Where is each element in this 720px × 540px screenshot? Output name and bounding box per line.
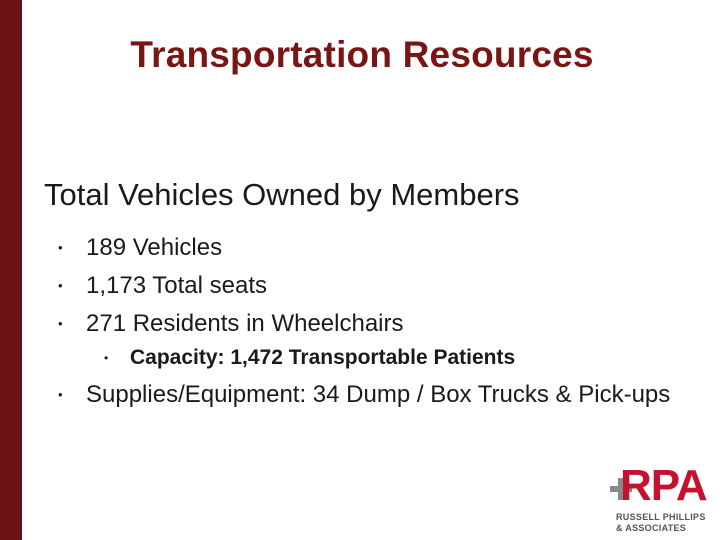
logo-line-2: & ASSOCIATES — [616, 523, 687, 533]
bullet-item-supplies — [58, 380, 678, 410]
logo-company-name — [616, 512, 706, 534]
bullet-text: 1,173 Total seats — [86, 272, 268, 299]
bullet-marker: • — [58, 240, 63, 255]
bullet-text: 271 Residents in Wheelchairs — [86, 310, 404, 337]
logo-letters: RPA — [620, 461, 707, 510]
sub-bullet-text: Capacity: 1,472 Transportable Patients — [130, 346, 516, 369]
bullet-marker: • — [58, 387, 63, 402]
bullet-marker: • — [104, 351, 109, 365]
bullet-text: Supplies/Equipment: 34 Dump / Box Trucks & Pick-ups — [86, 381, 671, 408]
bullet-marker: • — [58, 278, 63, 293]
slide-title: Transportation Resources — [130, 34, 594, 75]
rpa-logo — [610, 461, 716, 538]
bullet-marker: • — [58, 316, 63, 331]
accent-sidebar-bar — [0, 0, 22, 540]
logo-line-1: RUSSELL PHILLIPS — [616, 512, 706, 522]
section-heading: Total Vehicles Owned by Members — [44, 177, 520, 212]
bullet-text: 189 Vehicles — [86, 234, 223, 261]
